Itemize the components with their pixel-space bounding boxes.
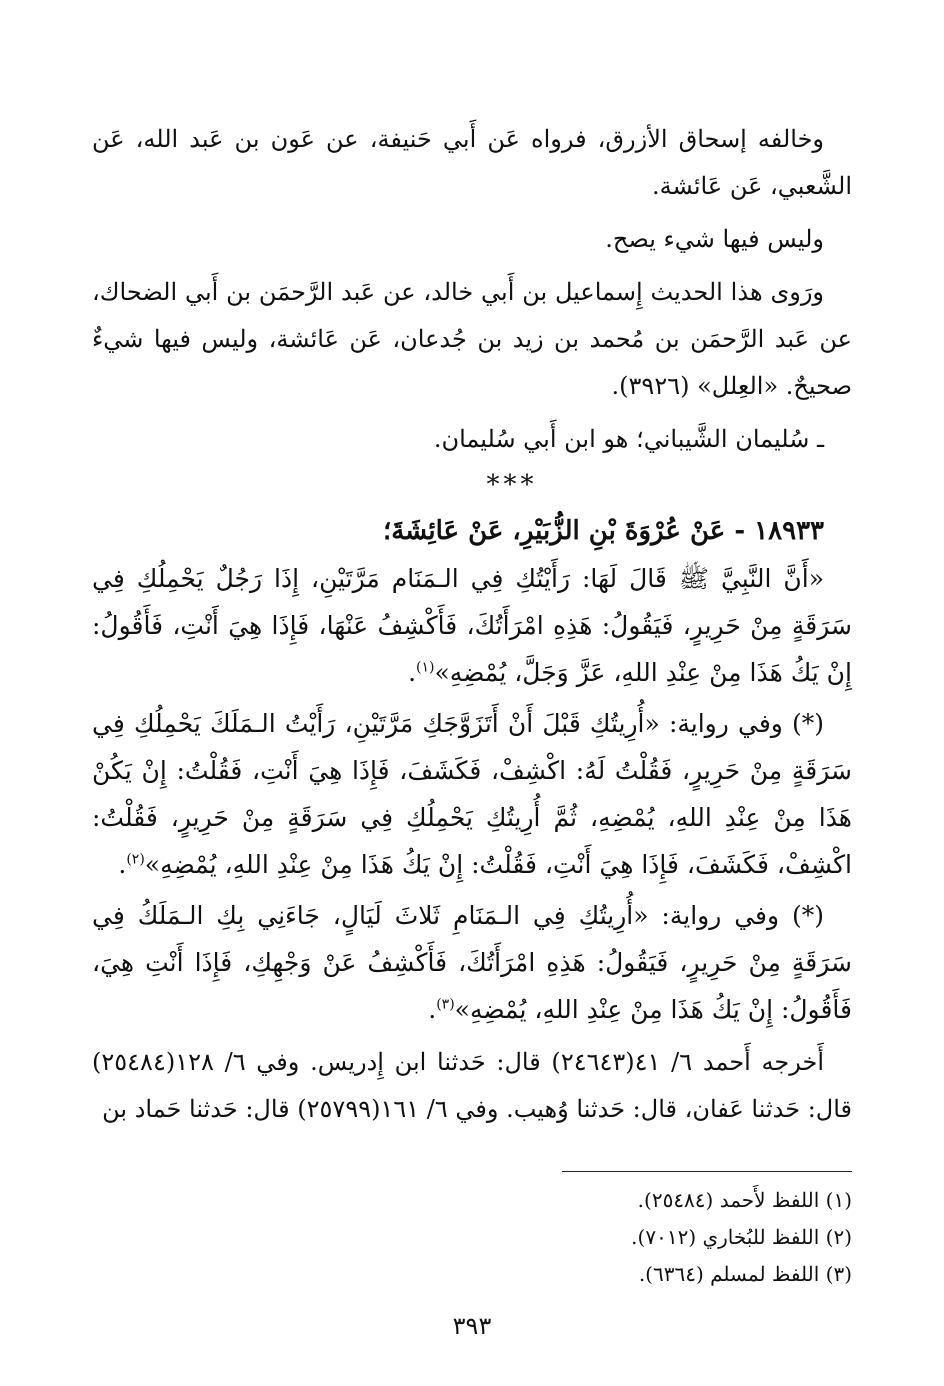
footnote-3: (٣) اللفظ لمسلم (٦٣٦٤). xyxy=(638,1262,852,1286)
takhrij-paragraph: أَخرجه أَحمد ٦/ ٤١(٢٤٦٤٣) قال: حَدثنا ابن إِدريس. وفي ٦/ ١٢٨(٢٥٤٨٤) قال: حَدثنا عَفان، قال: حَدثنا وُهيب. وفي ٦/ ١٦١(٢٥٧٩٩) قال: حَدثنا حَماد بن xyxy=(92,1048,852,1123)
footnote-ref-3: (٣) xyxy=(436,996,455,1013)
riwaya-second-end: . xyxy=(118,850,127,879)
footnote-ref-2: (٢) xyxy=(126,851,145,868)
riwaya-third-text: (*) وفي رواية: «أُرِيتُكِ فِي الـمَنَامِ ثَلاثَ لَيَالٍ، جَاءَنِي بِكِ الـمَلَكُ فِي سَرَقَةٍ مِنْ حَرِيرٍ، فَيَقُولُ: هَذِهِ امْرَأَتُكَ، فَأَكْشِفُ عَنْ وَجْهِكِ، فَإِذَا أَنْتِ هِيَ، فَأَقُولُ: إِنْ يَكُ هَذَا مِنْ عِنْدِ اللهِ، يُمْضِهِ» xyxy=(92,901,852,1024)
hadith-matn-end: . xyxy=(408,658,417,687)
footnote-1: (١) اللفظ لأَحمد (٢٥٤٨٤). xyxy=(637,1188,852,1212)
paragraph-sulayman-note: ـ سُليمان الشَّيباني؛ هو ابن أَبي سُليمان. xyxy=(433,425,824,453)
hadith-heading: ١٨٩٣٣ - عَنْ عُرْوَةَ بْنِ الزُّبَيْرِ، عَنْ عَائِشَةَ؛ xyxy=(382,516,824,546)
riwaya-second-text: (*) وفي رواية: «أُرِيتُكِ قَبْلَ أَنْ أَتَزَوَّجَكِ مَرَّتَيْنِ، رَأَيْتُ الـمَلَكَ يَحْمِلُكِ فِي سَرَقَةٍ مِنْ حَرِيرٍ، فَقُلْتُ لَهُ: اكْشِفْ، فَكَشَفَ، فَإِذَا هِيَ أَنْتِ، فَقُلْتُ: إِنْ يَكُنْ هَذَا مِنْ عِنْدِ اللهِ، يُمْضِهِ، ثُمَّ أُرِيتُكِ يَحْمِلُكِ فِي سَرَقَةٍ مِنْ حَرِيرٍ، فَقُلْتُ: اكْشِفْ، فَكَشَفَ، فَإِذَا هِيَ أَنْتِ، فَقُلْتُ: إِنْ يَكُ هَذَا مِنْ عِنْدِ اللهِ، يُمْضِهِ» xyxy=(92,709,852,879)
footnote-ref-1: (١) xyxy=(416,659,435,676)
section-separator-stars: *** xyxy=(486,470,538,500)
paragraph-nothing-sahih: وليس فيها شيء يصح. xyxy=(605,225,824,253)
riwaya-third-end: . xyxy=(428,995,437,1024)
hadith-matn-text: «أَنَّ النَّبِيَّ ﷺ قَالَ لَهَا: رَأَيْتُكِ فِي الـمَنَام مَرَّتَيْنِ، إِذَا رَجُلٌ يَحْمِلُكِ فِي سَرَقَةٍ مِنْ حَرِيرٍ، فَيَقُولُ: هَذِهِ امْرَأَتُكَ، فَأَكْشِفُ عَنْهَا، فَإِذَا هِيَ أَنْتِ، فَأَقُولُ: إِنْ يَكُ هَذَا مِنْ عِنْدِ اللهِ، عَزَّ وَجَلَّ، يُمْضِهِ» xyxy=(92,564,852,687)
page-number: ٣٩٣ xyxy=(452,1312,492,1340)
riwaya-second xyxy=(92,700,852,888)
footnotes xyxy=(92,1182,852,1293)
footnote-2: (٢) اللفظ للبُخاري (٧٠١٢). xyxy=(631,1225,852,1249)
riwaya-third xyxy=(92,892,852,1033)
hadith-matn xyxy=(92,555,852,696)
footnote-separator xyxy=(562,1171,852,1172)
paragraph-ishaq-azraq: وخالفه إسحاق الأزرق، فرواه عَن أَبي حَنيفة، عن عَون بن عَبد الله، عَن الشَّعبي، عَن عَائشة. xyxy=(92,125,852,200)
paragraph-ismail-narration: ورَوى هذا الحديث إِسماعيل بن أَبي خالد، عن عَبد الرَّحمَن بن أَبي الضحاك، عن عَبد الرَّحمَن بن مُحمد بن زيد بن جُدعان، عَن عَائشة، وليس فيها شيءٌ صحيحٌ. «العِلل» (٣٩٢٦). xyxy=(92,278,852,400)
